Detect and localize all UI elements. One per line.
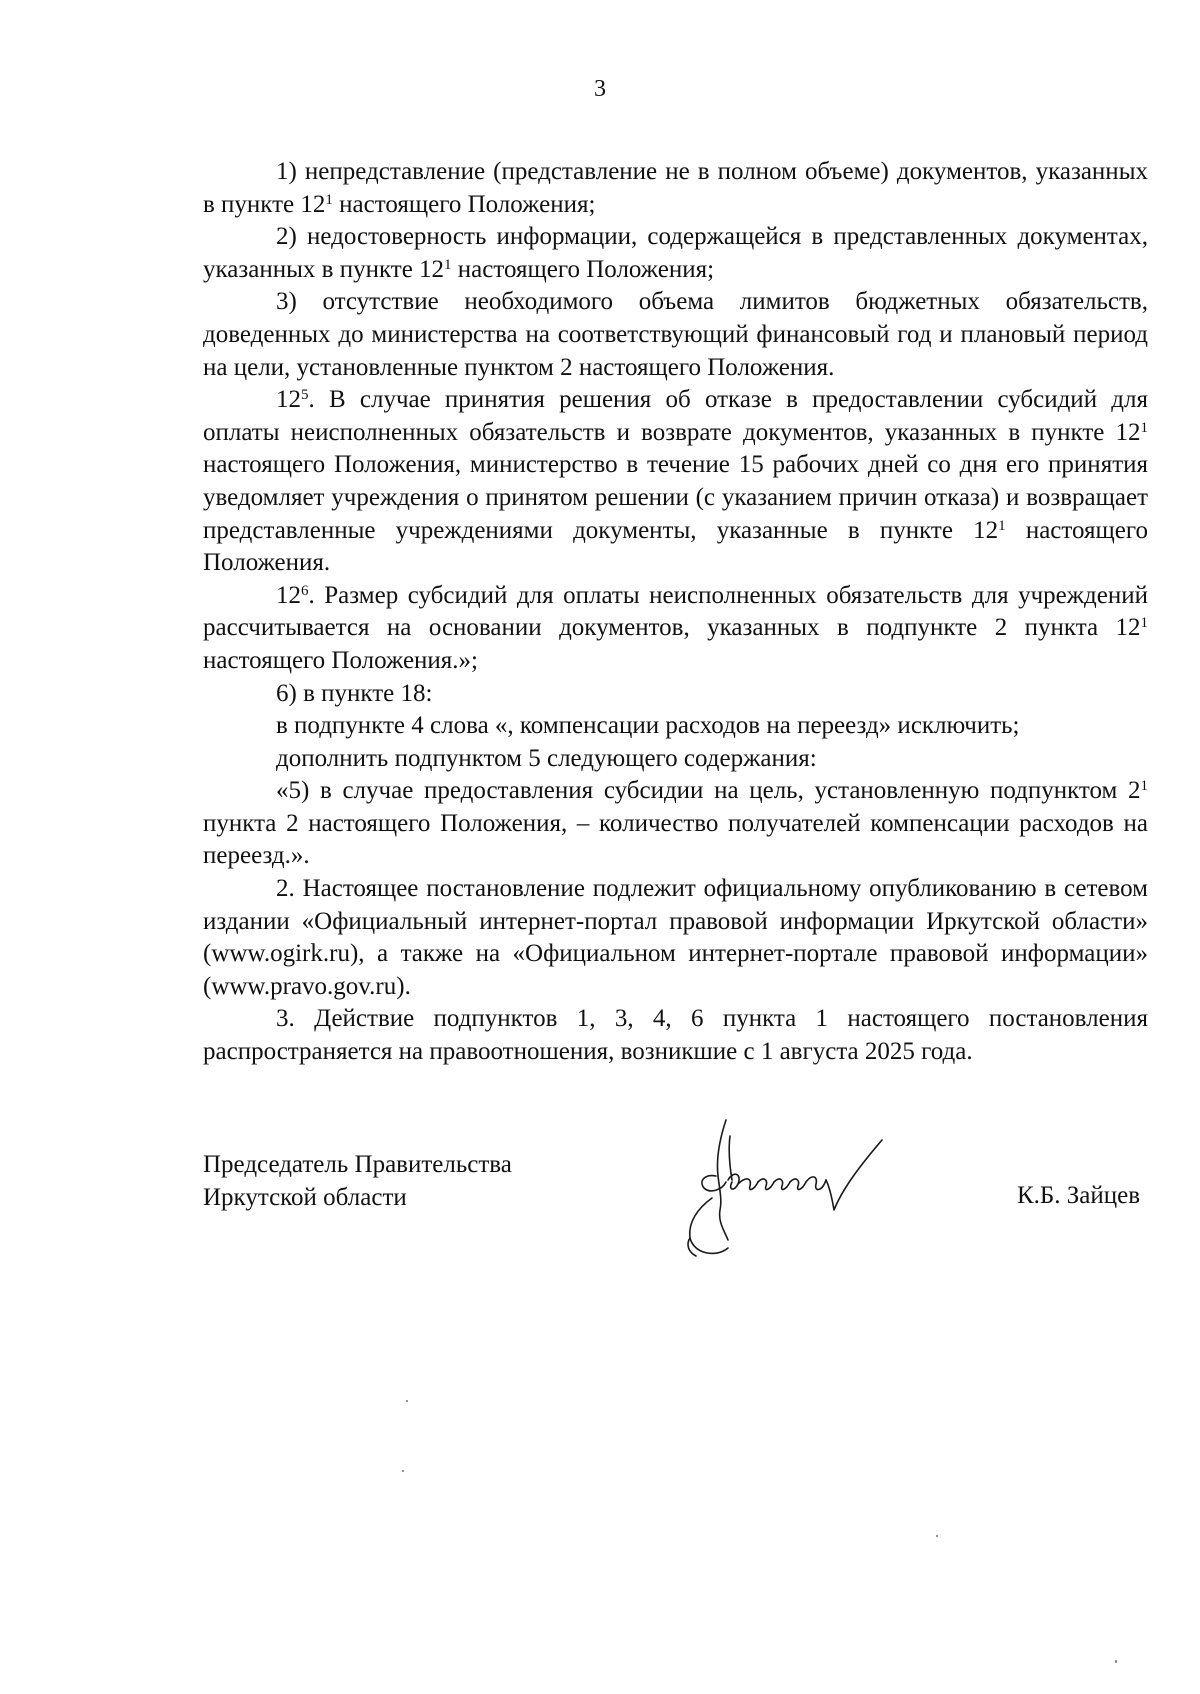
paragraph-text: 3) отсутствие необходимого объема лимитов бюджетных обязательств, доведенных до министерства на соответствующий финансовый год и плановый период на цели, установленные пунктом 2 настоящего Положения. [203, 288, 1148, 381]
scan-speck [402, 1470, 404, 1472]
superscript: 5 [301, 386, 309, 403]
paragraph-text: настоящего Положения.»; [203, 646, 478, 674]
paragraph-text: пункта 2 настоящего Положения, – количество получателей компенсации расходов на переезд.». [203, 809, 1148, 870]
paragraph-text: настоящего Положения; [451, 255, 715, 283]
paragraph-text: 6) в пункте 18: [276, 679, 433, 707]
superscript: 1 [444, 256, 452, 273]
paragraph [203, 384, 1148, 580]
paragraph-text: в подпункте 4 слова «, компенсации расходов на переезд» исключить; [276, 712, 1020, 740]
paragraph [203, 743, 1148, 776]
paragraph-text: дополнить подпунктом 5 следующего содержания: [276, 744, 817, 772]
superscript: 1 [998, 517, 1006, 534]
paragraph [203, 678, 1148, 711]
page-number: 3 [594, 76, 606, 102]
paragraph-text: . Размер субсидий для оплаты неисполненных обязательств для учреждений рассчитывается на основании документов, указанных в подпункте 2 пункта 12 [203, 581, 1148, 642]
superscript: 1 [325, 191, 333, 208]
document-body [203, 156, 1148, 1069]
paragraph-text: настоящего Положения; [332, 190, 596, 218]
paragraph-text: настоящего Положения. [203, 516, 1148, 577]
paragraph-text: . В случае принятия решения об отказе в предоставлении субсидий для оплаты неисполненных обязательств и возврате документов, указанных в пункте 12 [203, 386, 1148, 446]
paragraph-text: настоящего Положения, министерство в течение 15 рабочих дней со дня его принятия уведомляет учреждения о принятом решении (с указанием причин отказа) и возвращает представленные учреждениями документы, указанные в пункте 12 [203, 451, 1148, 544]
signatory-title-line-1: Председатель Правительства [203, 1151, 512, 1178]
paragraph [203, 710, 1148, 743]
paragraph-text: 2. Настоящее постановление подлежит официальному опубликованию в сетевом издании «Официальный интернет-портал правовой информации Иркутской области» (www.ogirk.ru), а также на «Официальном интернет-портале правовой информации» (www.pravo.gov.ru). [203, 875, 1148, 1000]
scan-speck [936, 1535, 938, 1537]
paragraph [203, 286, 1148, 384]
signatory-name: К.Б. Зайцев [1016, 1182, 1140, 1209]
paragraph-text: 3. Действие подпунктов 1, 3, 4, 6 пункта 1 настоящего постановления распространяется на правоотношения, возникшие с 1 августа 2025 года. [203, 1005, 1148, 1066]
paragraph [203, 221, 1148, 286]
superscript: 1 [1140, 778, 1148, 795]
paragraph [203, 156, 1148, 221]
superscript: 6 [301, 582, 309, 599]
paragraph [203, 1003, 1148, 1068]
scan-speck [1115, 1660, 1117, 1663]
scan-speck [406, 1400, 408, 1402]
signatory-title-line-2: Иркутской области [203, 1184, 407, 1211]
paragraph-text: 12 [276, 581, 301, 609]
paragraph-text: «5) в случае предоставления субсидии на цель, установленную подпунктом 2 [276, 777, 1141, 805]
superscript: 1 [1140, 615, 1148, 632]
handwritten-signature [676, 1118, 916, 1268]
superscript: 1 [1140, 419, 1148, 436]
paragraph [203, 580, 1148, 678]
paragraph-text: 2) недостоверность информации, содержащейся в представленных документах, указанных в пункте 12 [203, 223, 1148, 283]
paragraph [203, 775, 1148, 873]
paragraph-text: 12 [276, 386, 301, 414]
paragraph-text: 1) непредставление (представление не в полном объеме) документов, указанных в пункте 12 [203, 158, 1148, 218]
paragraph [203, 873, 1148, 1003]
signatory-title [203, 1148, 512, 1214]
